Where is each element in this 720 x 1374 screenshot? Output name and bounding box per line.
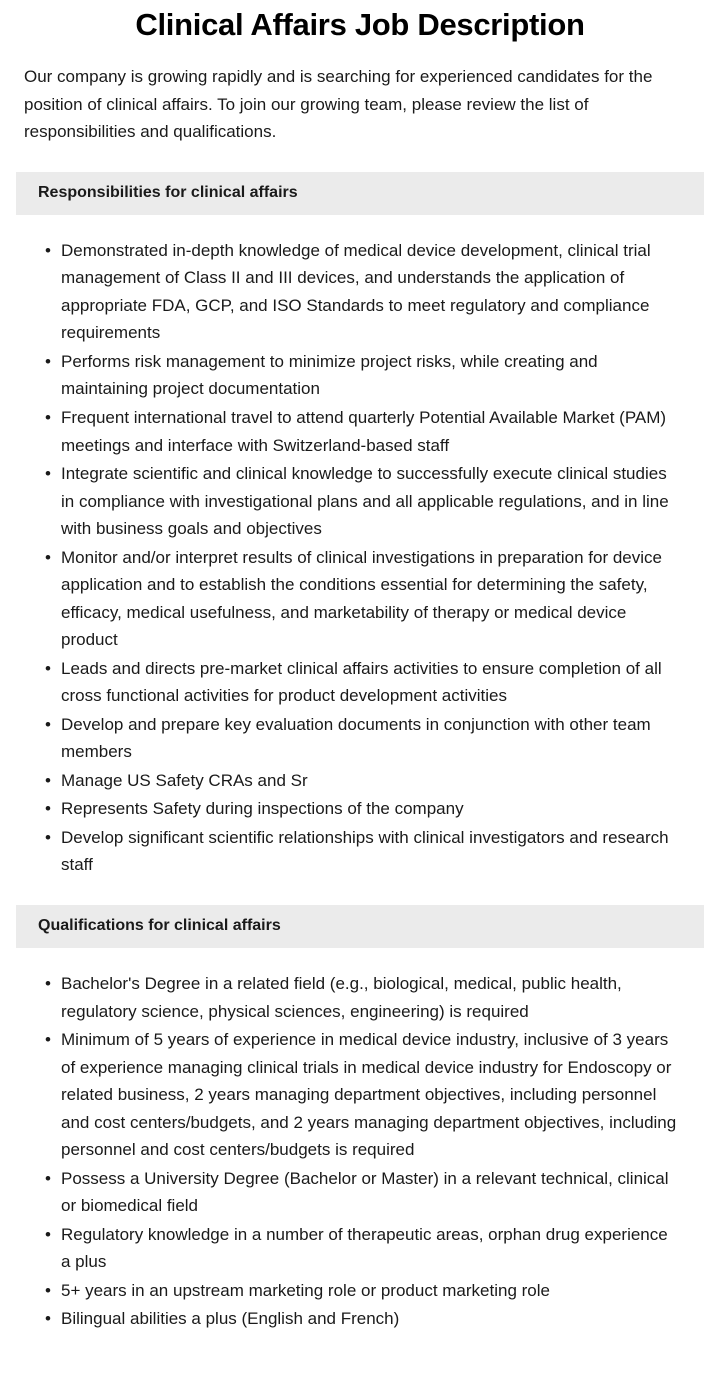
list-item: • Regulatory knowledge in a number of therapeutic areas, orphan drug experience a plus (24, 1221, 696, 1276)
qualifications-list (24, 948, 696, 1333)
qualifications-section-header (16, 905, 704, 948)
list-item: • Leads and directs pre-market clinical affairs activities to ensure completion of all cross functional activities for product development activities (24, 655, 696, 710)
list-item: • Manage US Safety CRAs and Sr (24, 767, 696, 795)
list-item: • Integrate scientific and clinical knowledge to successfully execute clinical studies in compliance with investigational plans and all applicable regulations, and in line with business goals and objectives (24, 460, 696, 543)
list-item: • Develop significant scientific relationships with clinical investigators and research staff (24, 824, 696, 879)
list-item: • Represents Safety during inspections of the company (24, 795, 696, 823)
responsibilities-section-header (16, 172, 704, 215)
list-item: • Frequent international travel to attend quarterly Potential Available Market (PAM) meetings and interface with Switzerland-based staff (24, 404, 696, 459)
responsibilities-list (24, 215, 696, 879)
responsibilities-section (24, 172, 696, 879)
list-item: • Develop and prepare key evaluation documents in conjunction with other team members (24, 711, 696, 766)
list-item: • Possess a University Degree (Bachelor or Master) in a relevant technical, clinical or biomedical field (24, 1165, 696, 1220)
list-item: • Demonstrated in-depth knowledge of medical device development, clinical trial management of Class II and III devices, and understands the application of appropriate FDA, GCP, and ISO Standards to meet regulatory and compliance requirements (24, 237, 696, 347)
list-item: • 5+ years in an upstream marketing role or product marketing role (24, 1277, 696, 1305)
list-item: • Minimum of 5 years of experience in medical device industry, inclusive of 3 years of experience managing clinical trials in medical device industry for Endoscopy or related business, 2 years managing department objectives, including personnel and cost centers/budgets, and 2 years managing department objectives, including personnel and cost centers/budgets is required (24, 1026, 696, 1164)
list-item: • Monitor and/or interpret results of clinical investigations in preparation for device application and to establish the conditions essential for determining the safety, efficacy, medical usefulness, and marketability of therapy or medical device product (24, 544, 696, 654)
intro-paragraph: Our company is growing rapidly and is searching for experienced candidates for the position of clinical affairs. To join our growing team, please review the list of responsibilities and qualifications. (24, 67, 653, 142)
list-item: • Bachelor's Degree in a related field (e.g., biological, medical, public health, regulatory science, physical sciences, engineering) is required (24, 970, 696, 1025)
list-item: • Performs risk management to minimize project risks, while creating and maintaining project documentation (24, 348, 696, 403)
list-item: • Bilingual abilities a plus (English and French) (24, 1305, 696, 1333)
qualifications-section (24, 905, 696, 1333)
responsibilities-header-label: Responsibilities for clinical affairs (38, 183, 298, 201)
page-title: Clinical Affairs Job Description (135, 7, 585, 42)
qualifications-header-label: Qualifications for clinical affairs (38, 917, 281, 934)
